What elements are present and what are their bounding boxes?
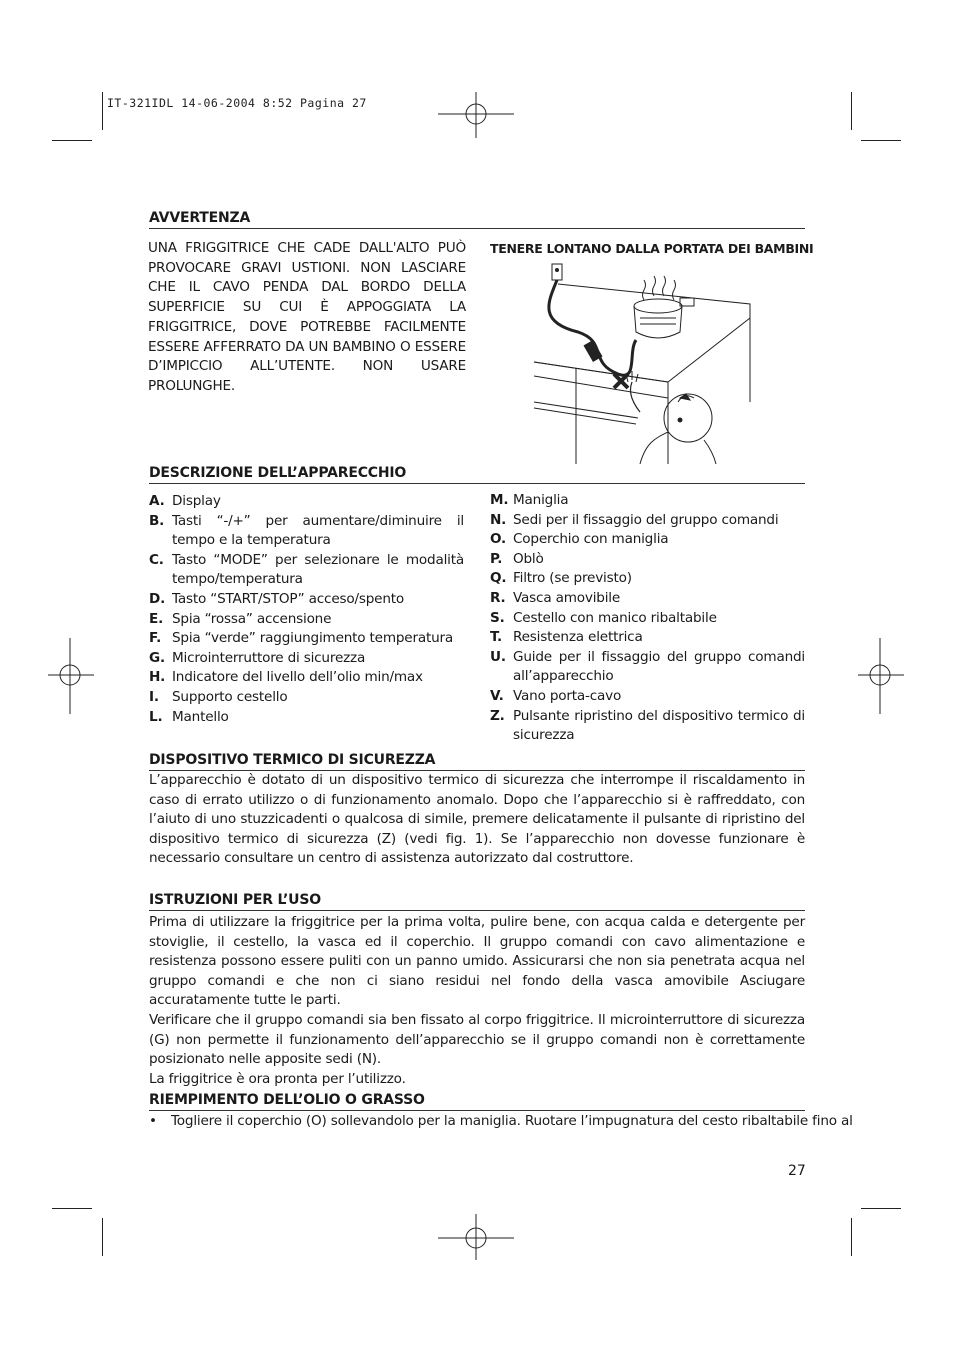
part-key: V. bbox=[490, 687, 504, 704]
crop-mark-top-left-h bbox=[52, 140, 92, 141]
part-text: Vasca amovibile bbox=[513, 589, 621, 606]
part-item bbox=[149, 590, 464, 610]
part-key: H. bbox=[149, 669, 166, 686]
part-text: Sedi per il fissaggio del gruppo comandi bbox=[513, 511, 779, 528]
part-key: F. bbox=[149, 630, 162, 647]
section-title-descrizione: DESCRIZIONE DELL’APPARECCHIO bbox=[149, 464, 805, 484]
istruzioni-paragraph-2: Verificare che il gruppo comandi sia ben fissato al corpo friggitrice. Il microinterruttore di sicurezza (G) non permette il funzionamento dell’apparecchio se il gruppo comandi non è correttamente posizionato nelle apposite sedi (N). bbox=[149, 1011, 805, 1068]
part-text: Cestello con manico ribaltabile bbox=[513, 609, 717, 626]
part-text: Display bbox=[172, 493, 221, 509]
section-title-dispositivo: DISPOSITIVO TERMICO DI SICUREZZA bbox=[149, 751, 805, 771]
part-text: Filtro (se previsto) bbox=[513, 570, 632, 587]
part-text: Tasto “MODE” per selezionare le modalità tempo/temperatura bbox=[172, 551, 464, 588]
part-key: M. bbox=[490, 492, 509, 508]
page-number: 27 bbox=[788, 1163, 806, 1179]
part-key: Q. bbox=[490, 570, 507, 587]
part-text: Tasto “START/STOP” acceso/spento bbox=[172, 590, 404, 607]
part-key: A. bbox=[149, 493, 165, 509]
crop-mark-bottom-right-h bbox=[861, 1208, 901, 1209]
riempimento-item bbox=[149, 1112, 853, 1131]
crop-mark-top-right-h bbox=[861, 140, 901, 141]
registration-mark-bottom bbox=[438, 1214, 514, 1260]
part-key: T. bbox=[490, 629, 502, 646]
part-key: B. bbox=[149, 512, 165, 529]
part-key: L. bbox=[149, 708, 163, 725]
parts-list-right bbox=[490, 491, 805, 746]
istruzioni-paragraph-3: La friggitrice è ora pronta per l’utilizzo. bbox=[149, 1070, 406, 1087]
part-item bbox=[490, 628, 805, 648]
part-key: P. bbox=[490, 550, 503, 567]
part-item bbox=[490, 707, 805, 746]
part-key: O. bbox=[490, 531, 507, 548]
registration-mark-right bbox=[858, 638, 904, 714]
part-item bbox=[149, 551, 464, 590]
bullet: • bbox=[149, 1113, 157, 1129]
part-text: Guide per il fissaggio del gruppo comandi all’apparecchio bbox=[513, 648, 805, 685]
part-text: Resistenza elettrica bbox=[513, 629, 643, 646]
part-item bbox=[490, 569, 805, 589]
registration-mark-top bbox=[438, 92, 514, 138]
crop-mark-bottom-left-v bbox=[102, 1218, 103, 1256]
part-text: Mantello bbox=[172, 708, 229, 725]
illustration-caption: TENERE LONTANO DALLA PORTATA DEI BAMBINI bbox=[490, 241, 814, 256]
part-item bbox=[490, 648, 805, 687]
part-key: C. bbox=[149, 551, 164, 568]
part-item bbox=[149, 668, 464, 688]
part-key: N. bbox=[490, 511, 507, 528]
section-title-istruzioni: ISTRUZIONI PER L’USO bbox=[149, 891, 805, 911]
part-item bbox=[149, 629, 464, 649]
part-key: E. bbox=[149, 610, 164, 627]
registration-mark-left bbox=[48, 638, 94, 714]
part-text: Microinterruttore di sicurezza bbox=[172, 649, 366, 666]
part-text: Spia “rossa” accensione bbox=[172, 610, 332, 627]
istruzioni-paragraph-1: Prima di utilizzare la friggitrice per la prima volta, pulire bene, con acqua calda e detergente per stoviglie, il cestello, la vasca ed il coperchio. Il gruppo comandi con cavo alimentazione e resistenza possono essere puliti con un panno umido. Assicurarsi che non sia penetrata acqua nel gruppo comandi e che non ci siano residui nel fondo della vasca amovibile Asciugare accuratamente tutte le parti. bbox=[149, 914, 805, 1009]
crop-mark-top-left-v bbox=[102, 92, 103, 130]
part-key: U. bbox=[490, 648, 506, 665]
crop-mark-bottom-left-h bbox=[52, 1208, 92, 1209]
part-item bbox=[149, 512, 464, 551]
part-text: Vano porta-cavo bbox=[513, 687, 622, 704]
crop-mark-top-right-v bbox=[851, 92, 852, 130]
children-safety-illustration bbox=[528, 262, 756, 464]
part-key: R. bbox=[490, 589, 506, 606]
part-key: G. bbox=[149, 649, 165, 666]
part-text: Indicatore del livello dell’olio min/max bbox=[172, 669, 423, 686]
part-item bbox=[490, 687, 805, 707]
part-item bbox=[149, 492, 464, 512]
part-item bbox=[490, 511, 805, 531]
part-key: D. bbox=[149, 590, 166, 607]
warning-text: UNA FRIGGITRICE CHE CADE DALL'ALTO PUÒ PROVOCARE GRAVI USTIONI. NON LASCIARE CHE IL CAVO PENDA DAL BORDO DELLA SUPERFICIE SU CUI È APPOGGIATA LA FRIGGITRICE, DOVE POTREBBE FACILMENTE ESSERE AFFERRATO DA UN BAMBINO O ESSERE D’IMPICCIO ALL’UTENTE. NON USARE PROLUNGHE. bbox=[148, 240, 466, 394]
part-key: Z. bbox=[490, 707, 505, 724]
part-item bbox=[149, 649, 464, 669]
section-title-avvertenza: AVVERTENZA bbox=[149, 209, 805, 229]
part-item bbox=[490, 530, 805, 550]
section-title-riempimento: RIEMPIMENTO DELL’OLIO O GRASSO bbox=[149, 1091, 805, 1111]
part-text: Supporto cestello bbox=[172, 688, 288, 705]
part-item bbox=[149, 610, 464, 630]
print-slug: IT-321IDL 14-06-2004 8:52 Pagina 27 bbox=[107, 96, 367, 110]
part-item bbox=[490, 491, 805, 511]
part-text: Maniglia bbox=[513, 492, 569, 508]
part-item bbox=[149, 708, 464, 728]
part-text: Tasti “-/+” per aumentare/diminuire il tempo e la temperatura bbox=[172, 512, 464, 549]
part-item bbox=[490, 589, 805, 609]
riempimento-item-text: Togliere il coperchio (O) sollevandolo per la maniglia. Ruotare l’impugnatura del cesto ribaltabile fino al bbox=[171, 1113, 853, 1129]
istruzioni-text bbox=[149, 913, 805, 1089]
part-text: Spia “verde” raggiungimento temperatura bbox=[172, 630, 454, 647]
part-key: S. bbox=[490, 609, 505, 626]
part-item bbox=[490, 609, 805, 629]
crop-mark-bottom-right-v bbox=[851, 1218, 852, 1256]
part-text: Coperchio con maniglia bbox=[513, 531, 669, 548]
part-text: Pulsante ripristino del dispositivo termico di sicurezza bbox=[513, 707, 805, 744]
part-item bbox=[490, 550, 805, 570]
part-item bbox=[149, 688, 464, 708]
part-text: Oblò bbox=[513, 550, 544, 567]
dispositivo-text: L’apparecchio è dotato di un dispositivo termico di sicurezza che interrompe il riscaldamento in caso di errato utilizzo o di funzionamento anomalo. Dopo che l’apparecchio si è raffreddato, con l’aiuto di uno stuzzicadenti o qualcosa di simile, premere delicatamente il pulsante di ripristino del dispositivo termico di sicurezza (Z) (vedi fig. 1). Se l’apparecchio non dovesse funzionare è necessario consultare un centro di assistenza autorizzato dal costruttore. bbox=[149, 772, 805, 867]
parts-list-left bbox=[149, 492, 464, 727]
part-key: I. bbox=[149, 688, 159, 705]
